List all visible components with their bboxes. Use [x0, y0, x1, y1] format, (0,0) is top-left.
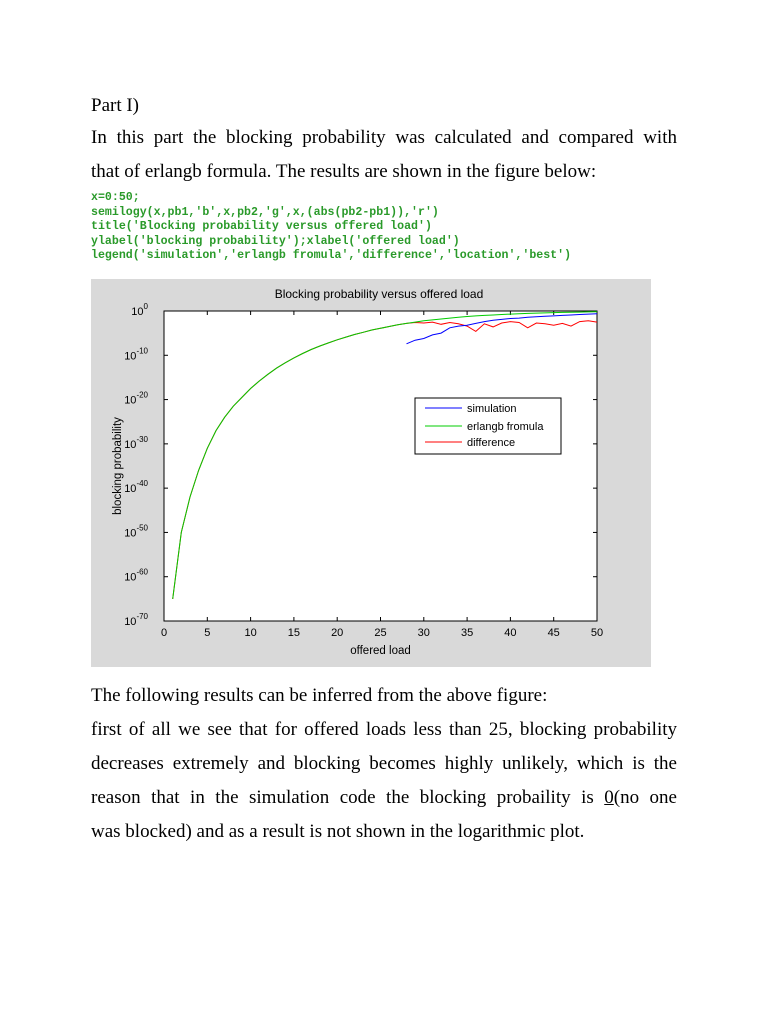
matlab-code-block [91, 191, 571, 264]
x-tick-label: 15 [287, 627, 301, 639]
legend-label-difference: difference [467, 437, 516, 449]
para-line-1: first of all we see that for offered loads less than 25, blocking probability [91, 719, 677, 740]
y-axis-label: blocking probability [112, 417, 124, 515]
y-tick-label: $10^0$ [131, 302, 148, 318]
y-tick-label: $10^{-20}$ [124, 390, 148, 407]
x-tick-label: 35 [460, 627, 474, 639]
conclusion-intro: The following results can be inferred from the above figure: [91, 685, 548, 706]
code-line: legend('simulation','erlangb fromula','difference','location','best') [91, 249, 572, 263]
para-line-3-end: (no one [613, 787, 677, 808]
x-tick-label: 40 [504, 627, 517, 639]
x-tick-label: 45 [547, 627, 560, 639]
y-tick-label: $10^{-40}$ [124, 479, 148, 496]
chart-legend [415, 398, 561, 454]
y-tick-label: $10^{-10}$ [124, 346, 148, 363]
x-axis-label: offered load [350, 645, 411, 657]
code-line: ylabel('blocking probability');xlabel('offered load') [91, 234, 460, 248]
code-line: semilogy(x,pb1,'b',x,pb2,'g',x,(abs(pb2-pb1)),'r') [91, 205, 439, 219]
blocking-probability-chart [91, 279, 651, 667]
x-tick-label: 0 [160, 627, 168, 639]
para-line-4: was blocked) and as a result is not shown in the logarithmic plot. [91, 821, 585, 842]
x-tick-label: 30 [417, 627, 430, 639]
legend-label-erlangb: erlangb fromula [467, 421, 544, 433]
y-tick-label: $10^{-50}$ [124, 523, 148, 540]
x-tick-label: 20 [331, 627, 344, 639]
y-tick-label: $10^{-60}$ [124, 567, 148, 584]
plot-area [164, 311, 597, 621]
x-tick-label: 25 [374, 627, 387, 639]
para-line-3 [91, 781, 677, 815]
legend-label-simulation: simulation [467, 403, 517, 415]
chart-title: Blocking probability versus offered load [274, 287, 484, 301]
x-tick-label: 50 [590, 627, 604, 639]
para-line-3-start: reason that in the simulation code the blocking probaility is [91, 787, 605, 808]
code-line: x=0:50; [91, 191, 140, 204]
x-tick-label: 10 [244, 627, 257, 639]
para-line-2: decreases extremely and blocking becomes highly unlikely, which is the [91, 753, 677, 774]
code-line: title('Blocking probability versus offered load') [91, 220, 432, 234]
section-heading: Part I) [91, 95, 140, 116]
figure-panel [91, 279, 651, 667]
zero-value: 0 [604, 787, 614, 808]
intro-line-2: that of erlangb formula. The results are shown in the figure below: [91, 161, 597, 182]
y-tick-label: $10^{-70}$ [124, 612, 148, 628]
intro-line-1: In this part the blocking probability was calculated and compared with [91, 127, 677, 148]
y-tick-label: $10^{-30}$ [124, 434, 148, 451]
x-tick-label: 5 [204, 627, 211, 639]
